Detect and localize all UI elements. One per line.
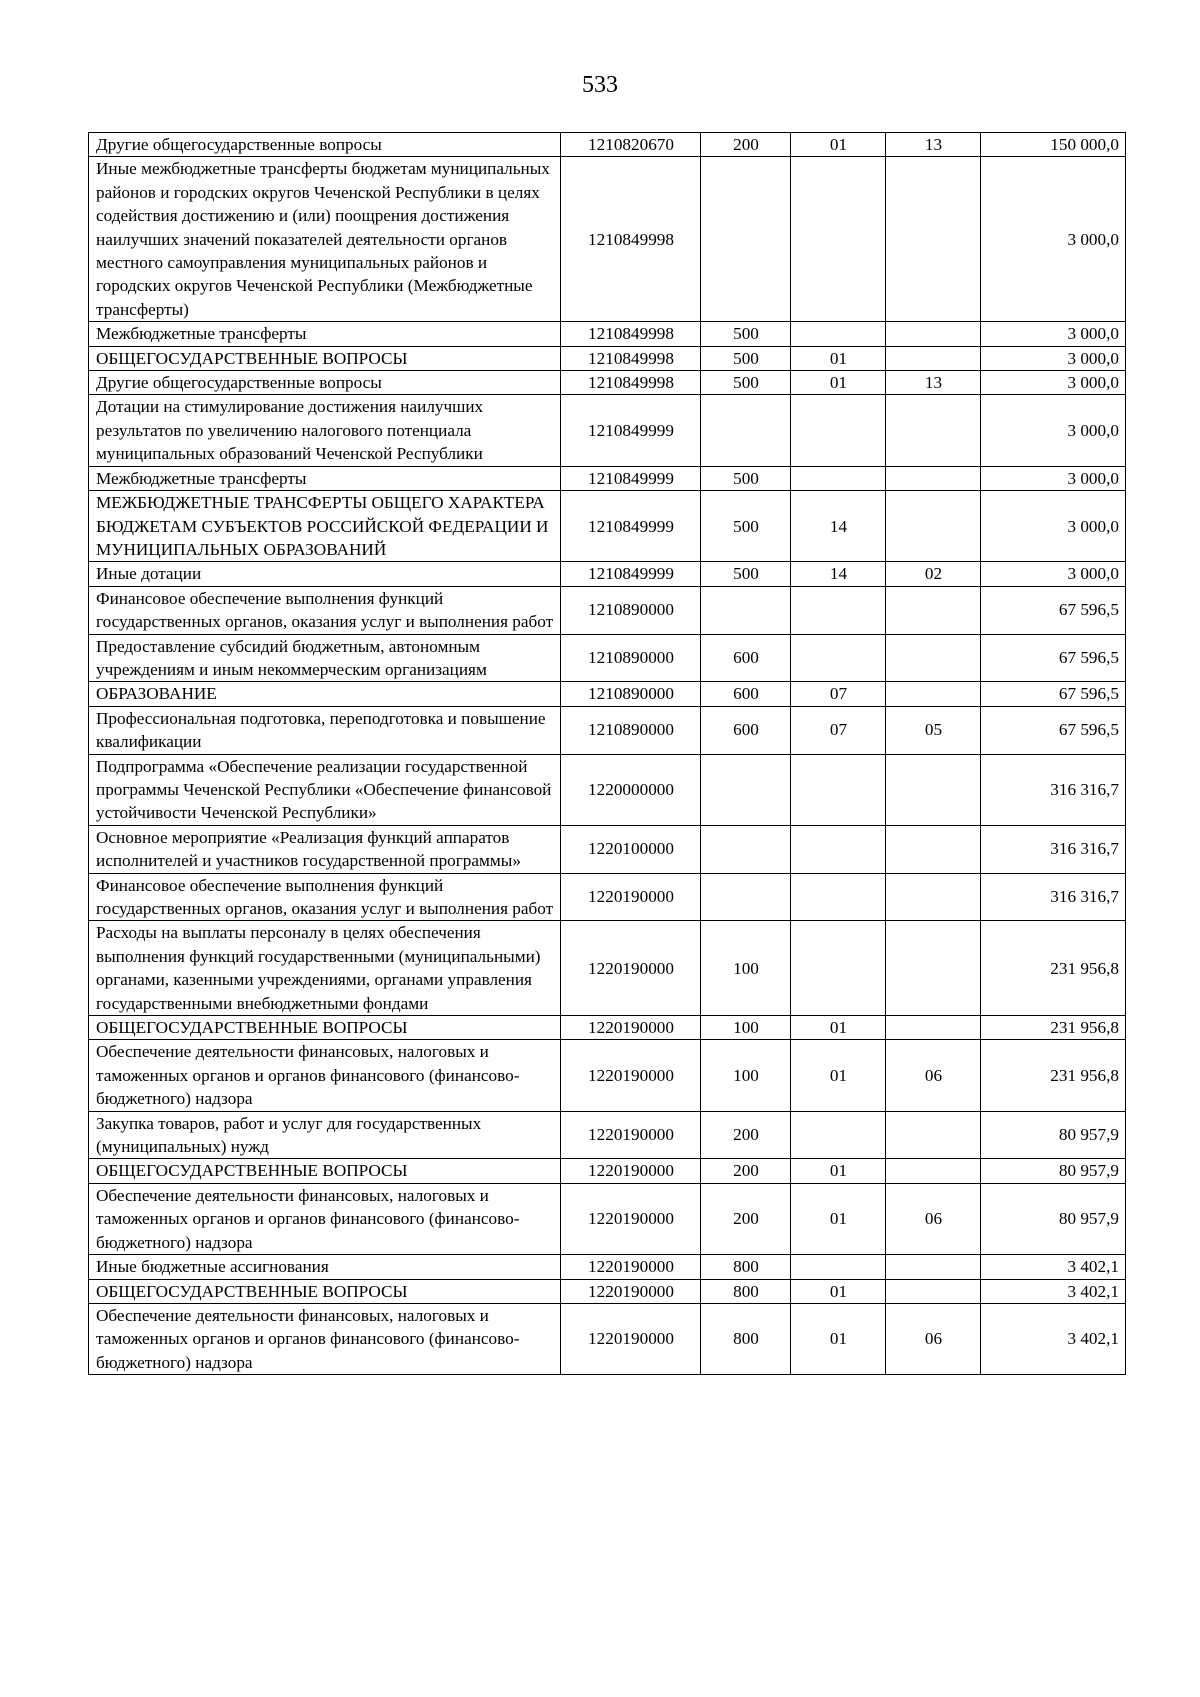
target-code-cell: 1210849999 [561, 491, 701, 562]
subsection-cell [886, 586, 981, 634]
subsection-cell: 13 [886, 371, 981, 395]
subsection-cell [886, 873, 981, 921]
item-name-cell: Обеспечение деятельности финансовых, налоговых и таможенных органов и органов финансового (финансово-бюджетного) надзора [89, 1183, 561, 1254]
item-name-cell: Другие общегосударственные вопросы [89, 371, 561, 395]
table-row [89, 1279, 1126, 1303]
amount-cell: 3 000,0 [981, 395, 1126, 466]
amount-cell: 80 957,9 [981, 1159, 1126, 1183]
amount-cell: 3 402,1 [981, 1303, 1126, 1374]
amount-cell: 150 000,0 [981, 133, 1126, 157]
item-name-cell: Другие общегосударственные вопросы [89, 133, 561, 157]
target-code-cell: 1210820670 [561, 133, 701, 157]
section-cell [791, 466, 886, 490]
target-code-cell: 1220100000 [561, 825, 701, 873]
item-name-cell: Предоставление субсидий бюджетным, автономным учреждениям и иным некоммерческим организациям [89, 634, 561, 682]
subsection-cell [886, 754, 981, 825]
page-number: 533 [582, 72, 618, 98]
table-row [89, 466, 1126, 490]
table-row [89, 346, 1126, 370]
expense-type-cell [701, 873, 791, 921]
table-row [89, 395, 1126, 466]
table-row [89, 1016, 1126, 1040]
amount-cell: 67 596,5 [981, 586, 1126, 634]
target-code-cell: 1210890000 [561, 682, 701, 706]
target-code-cell: 1220190000 [561, 1255, 701, 1279]
expense-type-cell: 800 [701, 1255, 791, 1279]
expense-type-cell: 500 [701, 466, 791, 490]
item-name-cell: Финансовое обеспечение выполнения функций государственных органов, оказания услуг и выполнения работ [89, 586, 561, 634]
target-code-cell: 1210890000 [561, 586, 701, 634]
table-row [89, 825, 1126, 873]
subsection-cell [886, 322, 981, 346]
table-row [89, 1303, 1126, 1374]
item-name-cell: ОБЩЕГОСУДАРСТВЕННЫЕ ВОПРОСЫ [89, 1159, 561, 1183]
subsection-cell [886, 921, 981, 1016]
section-cell [791, 754, 886, 825]
item-name-cell: ОБЩЕГОСУДАРСТВЕННЫЕ ВОПРОСЫ [89, 1016, 561, 1040]
amount-cell: 80 957,9 [981, 1111, 1126, 1159]
subsection-cell [886, 682, 981, 706]
amount-cell: 231 956,8 [981, 1016, 1126, 1040]
table-row [89, 754, 1126, 825]
subsection-cell: 06 [886, 1183, 981, 1254]
target-code-cell: 1210849999 [561, 466, 701, 490]
section-cell: 01 [791, 1303, 886, 1374]
expense-type-cell: 200 [701, 1111, 791, 1159]
section-cell: 01 [791, 1040, 886, 1111]
section-cell [791, 634, 886, 682]
section-cell: 01 [791, 1159, 886, 1183]
target-code-cell: 1220190000 [561, 1111, 701, 1159]
table-row [89, 322, 1126, 346]
expense-type-cell: 100 [701, 1040, 791, 1111]
subsection-cell [886, 491, 981, 562]
target-code-cell: 1210849999 [561, 562, 701, 586]
table-row [89, 1111, 1126, 1159]
target-code-cell: 1220190000 [561, 1016, 701, 1040]
amount-cell: 3 000,0 [981, 322, 1126, 346]
amount-cell: 3 000,0 [981, 371, 1126, 395]
section-cell: 07 [791, 706, 886, 754]
table-row [89, 873, 1126, 921]
table-row [89, 1040, 1126, 1111]
target-code-cell: 1220190000 [561, 1183, 701, 1254]
item-name-cell: Обеспечение деятельности финансовых, налоговых и таможенных органов и органов финансового (финансово-бюджетного) надзора [89, 1303, 561, 1374]
expense-type-cell: 500 [701, 562, 791, 586]
section-cell [791, 322, 886, 346]
table-row [89, 133, 1126, 157]
target-code-cell: 1210849998 [561, 322, 701, 346]
section-cell: 01 [791, 1016, 886, 1040]
target-code-cell: 1210849998 [561, 157, 701, 322]
amount-cell: 316 316,7 [981, 825, 1126, 873]
subsection-cell [886, 825, 981, 873]
table-row [89, 706, 1126, 754]
subsection-cell: 06 [886, 1303, 981, 1374]
expense-type-cell: 200 [701, 1183, 791, 1254]
subsection-cell [886, 346, 981, 370]
section-cell: 07 [791, 682, 886, 706]
target-code-cell: 1220190000 [561, 921, 701, 1016]
subsection-cell [886, 1159, 981, 1183]
item-name-cell: Подпрограмма «Обеспечение реализации государственной программы Чеченской Республики «Обеспечение финансовой устойчивости Чеченской Республики» [89, 754, 561, 825]
budget-table-body [89, 133, 1126, 1375]
subsection-cell [886, 1111, 981, 1159]
amount-cell: 316 316,7 [981, 754, 1126, 825]
item-name-cell: ОБЩЕГОСУДАРСТВЕННЫЕ ВОПРОСЫ [89, 1279, 561, 1303]
expense-type-cell [701, 157, 791, 322]
section-cell [791, 586, 886, 634]
target-code-cell: 1220190000 [561, 1159, 701, 1183]
section-cell: 14 [791, 562, 886, 586]
item-name-cell: Основное мероприятие «Реализация функций аппаратов исполнителей и участников государственной программы» [89, 825, 561, 873]
amount-cell: 80 957,9 [981, 1183, 1126, 1254]
table-row [89, 921, 1126, 1016]
item-name-cell: МЕЖБЮДЖЕТНЫЕ ТРАНСФЕРТЫ ОБЩЕГО ХАРАКТЕРА БЮДЖЕТАМ СУБЪЕКТОВ РОССИЙСКОЙ ФЕДЕРАЦИИ И МУНИЦИПАЛЬНЫХ ОБРАЗОВАНИЙ [89, 491, 561, 562]
section-cell [791, 157, 886, 322]
expense-type-cell: 500 [701, 346, 791, 370]
target-code-cell: 1220190000 [561, 1040, 701, 1111]
amount-cell: 3 000,0 [981, 346, 1126, 370]
item-name-cell: Закупка товаров, работ и услуг для государственных (муниципальных) нужд [89, 1111, 561, 1159]
item-name-cell: ОБРАЗОВАНИЕ [89, 682, 561, 706]
subsection-cell: 13 [886, 133, 981, 157]
target-code-cell: 1210849999 [561, 395, 701, 466]
item-name-cell: Обеспечение деятельности финансовых, налоговых и таможенных органов и органов финансового (финансово-бюджетного) надзора [89, 1040, 561, 1111]
budget-table [88, 132, 1126, 1375]
section-cell [791, 873, 886, 921]
item-name-cell: Дотации на стимулирование достижения наилучших результатов по увеличению налогового потенциала муниципальных образований Чеченской Республики [89, 395, 561, 466]
amount-cell: 67 596,5 [981, 706, 1126, 754]
expense-type-cell: 100 [701, 921, 791, 1016]
section-cell: 01 [791, 346, 886, 370]
table-row [89, 586, 1126, 634]
amount-cell: 3 402,1 [981, 1279, 1126, 1303]
item-name-cell: Иные дотации [89, 562, 561, 586]
item-name-cell: ОБЩЕГОСУДАРСТВЕННЫЕ ВОПРОСЫ [89, 346, 561, 370]
amount-cell: 316 316,7 [981, 873, 1126, 921]
target-code-cell: 1210890000 [561, 706, 701, 754]
item-name-cell: Иные межбюджетные трансферты бюджетам муниципальных районов и городских округов Чеченской Республики в целях содействия достижению и (или) поощрения достижения наилучших значений показателей деятельности органов местного самоуправления муниципальных районов и городских округов Чеченской Республики (Межбюджетные трансферты) [89, 157, 561, 322]
amount-cell: 231 956,8 [981, 921, 1126, 1016]
amount-cell: 3 000,0 [981, 157, 1126, 322]
item-name-cell: Расходы на выплаты персоналу в целях обеспечения выполнения функций государственными (муниципальными) органами, казенными учреждениями, органами управления государственными внебюджетными фондами [89, 921, 561, 1016]
section-cell [791, 1255, 886, 1279]
section-cell: 14 [791, 491, 886, 562]
expense-type-cell [701, 586, 791, 634]
target-code-cell: 1220190000 [561, 1303, 701, 1374]
expense-type-cell: 200 [701, 133, 791, 157]
subsection-cell [886, 1279, 981, 1303]
item-name-cell: Межбюджетные трансферты [89, 466, 561, 490]
section-cell: 01 [791, 1279, 886, 1303]
expense-type-cell: 500 [701, 371, 791, 395]
section-cell: 01 [791, 1183, 886, 1254]
section-cell: 01 [791, 371, 886, 395]
amount-cell: 67 596,5 [981, 682, 1126, 706]
table-row [89, 491, 1126, 562]
subsection-cell: 02 [886, 562, 981, 586]
expense-type-cell: 100 [701, 1016, 791, 1040]
table-row [89, 634, 1126, 682]
item-name-cell: Профессиональная подготовка, переподготовка и повышение квалификации [89, 706, 561, 754]
table-row [89, 1159, 1126, 1183]
section-cell [791, 825, 886, 873]
subsection-cell [886, 466, 981, 490]
table-row [89, 371, 1126, 395]
target-code-cell: 1220190000 [561, 1279, 701, 1303]
amount-cell: 3 000,0 [981, 491, 1126, 562]
table-row [89, 1183, 1126, 1254]
subsection-cell [886, 634, 981, 682]
expense-type-cell: 600 [701, 634, 791, 682]
expense-type-cell [701, 825, 791, 873]
amount-cell: 67 596,5 [981, 634, 1126, 682]
table-row [89, 682, 1126, 706]
item-name-cell: Иные бюджетные ассигнования [89, 1255, 561, 1279]
expense-type-cell: 500 [701, 322, 791, 346]
expense-type-cell: 600 [701, 682, 791, 706]
expense-type-cell: 800 [701, 1303, 791, 1374]
expense-type-cell: 500 [701, 491, 791, 562]
subsection-cell [886, 395, 981, 466]
subsection-cell [886, 1255, 981, 1279]
table-row [89, 1255, 1126, 1279]
expense-type-cell [701, 395, 791, 466]
section-cell [791, 395, 886, 466]
expense-type-cell [701, 754, 791, 825]
item-name-cell: Межбюджетные трансферты [89, 322, 561, 346]
amount-cell: 231 956,8 [981, 1040, 1126, 1111]
subsection-cell [886, 157, 981, 322]
target-code-cell: 1220000000 [561, 754, 701, 825]
target-code-cell: 1210890000 [561, 634, 701, 682]
expense-type-cell: 600 [701, 706, 791, 754]
amount-cell: 3 000,0 [981, 562, 1126, 586]
section-cell [791, 1111, 886, 1159]
section-cell [791, 921, 886, 1016]
subsection-cell: 06 [886, 1040, 981, 1111]
expense-type-cell: 200 [701, 1159, 791, 1183]
amount-cell: 3 000,0 [981, 466, 1126, 490]
subsection-cell [886, 1016, 981, 1040]
target-code-cell: 1220190000 [561, 873, 701, 921]
target-code-cell: 1210849998 [561, 371, 701, 395]
item-name-cell: Финансовое обеспечение выполнения функций государственных органов, оказания услуг и выполнения работ [89, 873, 561, 921]
amount-cell: 3 402,1 [981, 1255, 1126, 1279]
section-cell: 01 [791, 133, 886, 157]
table-row [89, 157, 1126, 322]
expense-type-cell: 800 [701, 1279, 791, 1303]
target-code-cell: 1210849998 [561, 346, 701, 370]
table-row [89, 562, 1126, 586]
subsection-cell: 05 [886, 706, 981, 754]
